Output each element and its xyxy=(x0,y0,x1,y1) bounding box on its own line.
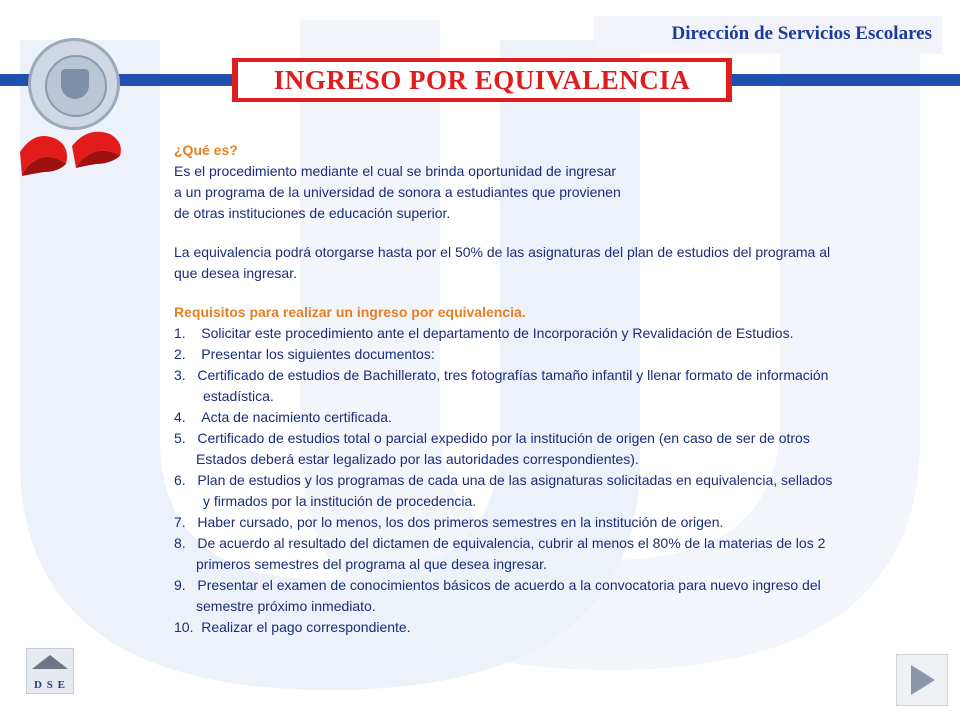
home-button-label: D S E xyxy=(34,679,66,691)
requirement-number: 5. xyxy=(174,430,186,446)
home-icon xyxy=(32,655,68,669)
requirement-text: Certificado de estudios total o parcial expedido por la institución de origen (en caso de ser de otros xyxy=(197,430,810,446)
requirement-text: Acta de nacimiento certificada. xyxy=(201,409,392,425)
requirement-number: 2. xyxy=(174,346,186,362)
definition-line: a un programa de la universidad de sonora a estudiantes que provienen xyxy=(174,184,621,200)
requirement-item xyxy=(174,344,944,365)
requirement-item xyxy=(174,428,944,449)
requirement-text: Presentar los siguientes documentos: xyxy=(201,346,435,362)
requirement-number: 8. xyxy=(174,535,186,551)
requirement-number: 6. xyxy=(174,472,186,488)
spacer xyxy=(174,224,944,242)
requirement-number: 3. xyxy=(174,367,186,383)
requirement-item xyxy=(174,575,944,596)
requirement-number: 4. xyxy=(174,409,186,425)
requirement-number: 1. xyxy=(174,325,186,341)
requirement-continuation: y firmados por la institución de procedencia. xyxy=(203,493,477,509)
next-arrow-icon xyxy=(911,665,935,695)
equivalence-line: La equivalencia podrá otorgarse hasta por el 50% de las asignaturas del plan de estudios del programa al xyxy=(174,244,831,260)
next-slide-button[interactable] xyxy=(896,654,948,706)
equivalence-line: que desea ingresar. xyxy=(174,265,297,281)
definition-line: Es el procedimiento mediante el cual se brinda oportunidad de ingresar xyxy=(174,163,617,179)
requirement-item xyxy=(174,365,944,386)
requirement-continuation: Estados deberá estar legalizado por las autoridades correspondientes). xyxy=(196,451,639,467)
question-heading: ¿Qué es? xyxy=(174,142,238,158)
home-button[interactable] xyxy=(26,648,74,694)
requirement-item xyxy=(174,407,944,428)
title-banner xyxy=(232,58,732,102)
requirements-heading: Requisitos para realizar un ingreso por equivalencia. xyxy=(174,304,526,320)
definition-line: de otras instituciones de educación superior. xyxy=(174,205,451,221)
requirement-number: 9. xyxy=(174,577,186,593)
department-name: Dirección de Servicios Escolares xyxy=(671,23,932,44)
requirement-continuation: primeros semestres del programa al que desea ingresar. xyxy=(196,556,547,572)
requirement-text: Presentar el examen de conocimientos básicos de acuerdo a la convocatoria para nuevo ingreso del xyxy=(197,577,821,593)
requirement-number: 7. xyxy=(174,514,186,530)
requirement-item xyxy=(174,512,944,533)
requirement-text: Plan de estudios y los programas de cada una de las asignaturas solicitadas en equivalencia, sellados xyxy=(197,472,833,488)
requirement-text: Solicitar este procedimiento ante el departamento de Incorporación y Revalidación de Estudios. xyxy=(201,325,794,341)
requirement-item xyxy=(174,533,944,554)
red-ribbon-decoration xyxy=(14,124,126,192)
department-header xyxy=(594,16,942,54)
requirement-number: 10. xyxy=(174,619,194,635)
page-title: INGRESO POR EQUIVALENCIA xyxy=(273,64,691,95)
requirement-item xyxy=(174,470,944,491)
seal-shield xyxy=(61,69,89,99)
requirement-continuation: semestre próximo inmediato. xyxy=(196,598,376,614)
requirement-item xyxy=(174,323,944,344)
requirement-text: Haber cursado, por lo menos, los dos primeros semestres en la institución de origen. xyxy=(197,514,724,530)
university-seal xyxy=(28,38,120,130)
seal-inner-ring xyxy=(45,55,107,117)
requirement-continuation: estadística. xyxy=(203,388,274,404)
main-content xyxy=(174,140,944,638)
requirement-item xyxy=(174,617,944,638)
requirement-text: De acuerdo al resultado del dictamen de equivalencia, cubrir al menos el 80% de la materias de los 2 xyxy=(197,535,826,551)
requirement-text: Certificado de estudios de Bachillerato, tres fotografías tamaño infantil y llenar formato de información xyxy=(197,367,829,383)
spacer xyxy=(174,284,944,302)
requirement-text: Realizar el pago correspondiente. xyxy=(201,619,411,635)
title-banner-inner xyxy=(238,62,726,98)
